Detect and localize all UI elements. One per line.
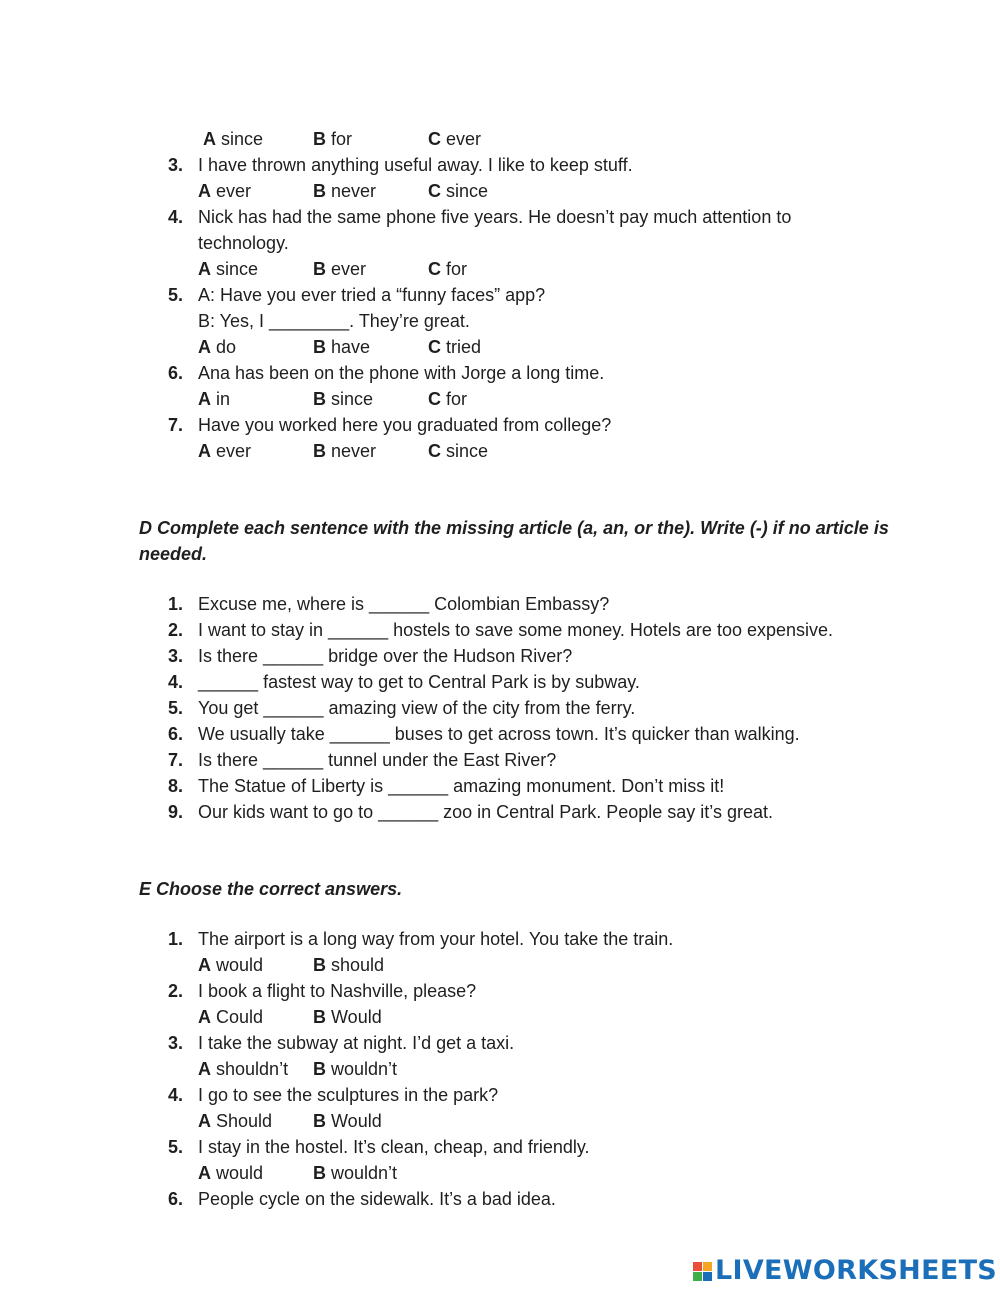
option-a[interactable]: A ever xyxy=(198,441,252,461)
option-c[interactable]: C ever xyxy=(428,129,482,149)
section-e-heading: E Choose the correct answers. xyxy=(139,879,403,899)
item-number: 1. xyxy=(168,929,184,949)
question-text: The airport is a long way from your hotel. You take the train. xyxy=(198,929,674,949)
logo-icon-tile xyxy=(693,1262,702,1271)
item-number: 2. xyxy=(168,981,184,1001)
item-number: 3. xyxy=(168,646,184,666)
question-text: I go to see the sculptures in the park? xyxy=(198,1085,499,1105)
option-a[interactable]: A since xyxy=(198,259,259,279)
item-number: 7. xyxy=(168,750,184,770)
item-number: 4. xyxy=(168,672,184,692)
question-text: I stay in the hostel. It’s clean, cheap, and friendly. xyxy=(198,1137,590,1157)
option-a[interactable]: A in xyxy=(198,389,231,409)
liveworksheets-logo[interactable] xyxy=(693,1256,997,1286)
option-b[interactable]: B never xyxy=(313,441,377,461)
question-text-cont: B: Yes, I ________. They’re great. xyxy=(198,311,470,331)
option-c[interactable]: C for xyxy=(428,259,468,279)
sentence-text: Is there ______ tunnel under the East River? xyxy=(198,750,557,770)
liveworksheets-logo-icon xyxy=(693,1262,712,1281)
option-a[interactable]: A would xyxy=(198,955,264,975)
item-number: 3. xyxy=(168,1033,184,1053)
question-text: A: Have you ever tried a “funny faces” app? xyxy=(198,285,546,305)
item-number: 6. xyxy=(168,1189,184,1209)
item-number: 4. xyxy=(168,1085,184,1105)
option-c[interactable]: C tried xyxy=(428,337,482,357)
sentence-text: I want to stay in ______ hostels to save some money. Hotels are too expensive. xyxy=(198,620,834,640)
option-b[interactable]: B have xyxy=(313,337,371,357)
sentence-text: Excuse me, where is ______ Colombian Embassy? xyxy=(198,594,610,614)
sentence-text: You get ______ amazing view of the city from the ferry. xyxy=(198,698,636,718)
option-c[interactable]: C since xyxy=(428,441,489,461)
sentence-text: ______ fastest way to get to Central Park is by subway. xyxy=(198,672,640,692)
option-a[interactable]: A do xyxy=(198,337,237,357)
logo-icon-tile xyxy=(693,1272,702,1281)
question-text: I have thrown anything useful away. I like to keep stuff. xyxy=(198,155,633,175)
item-number: 8. xyxy=(168,776,184,796)
option-a[interactable]: A would xyxy=(198,1163,264,1183)
option-b[interactable]: B wouldn’t xyxy=(313,1163,398,1183)
option-a[interactable]: A Could xyxy=(198,1007,264,1027)
option-a[interactable]: A Should xyxy=(198,1111,273,1131)
sentence-text: We usually take ______ buses to get across town. It’s quicker than walking. xyxy=(198,724,800,744)
item-number: 5. xyxy=(168,698,184,718)
item-number: 5. xyxy=(168,1137,184,1157)
question-text-cont: technology. xyxy=(198,233,289,253)
sentence-text: The Statue of Liberty is ______ amazing monument. Don’t miss it! xyxy=(198,776,725,796)
option-c[interactable]: C since xyxy=(428,181,489,201)
option-b[interactable]: B ever xyxy=(313,259,367,279)
item-number: 2. xyxy=(168,620,184,640)
option-b[interactable]: B since xyxy=(313,389,374,409)
logo-icon-tile xyxy=(703,1272,712,1281)
item-number: 1. xyxy=(168,594,184,614)
question-text: I book a flight to Nashville, please? xyxy=(198,981,477,1001)
item-number: 9. xyxy=(168,802,184,822)
option-a[interactable]: A ever xyxy=(198,181,252,201)
item-number: 3. xyxy=(168,155,184,175)
option-a[interactable]: A shouldn’t xyxy=(198,1059,289,1079)
question-text: Nick has had the same phone five years. He doesn’t pay much attention to xyxy=(198,207,792,227)
sentence-text: Our kids want to go to ______ zoo in Central Park. People say it’s great. xyxy=(198,802,773,822)
option-b[interactable]: B for xyxy=(313,129,353,149)
option-a[interactable]: A since xyxy=(203,129,264,149)
item-number: 6. xyxy=(168,363,184,383)
question-text: People cycle on the sidewalk. It’s a bad idea. xyxy=(198,1189,556,1209)
item-number: 4. xyxy=(168,207,184,227)
section-d-heading: D Complete each sentence with the missing article (a, an, or the). Write (-) if no article is needed. xyxy=(139,518,889,564)
option-b[interactable]: B should xyxy=(313,955,385,975)
item-number: 6. xyxy=(168,724,184,744)
question-text: I take the subway at night. I’d get a taxi. xyxy=(198,1033,515,1053)
item-number: 7. xyxy=(168,415,184,435)
item-number: 5. xyxy=(168,285,184,305)
logo-icon-tile xyxy=(703,1262,712,1271)
question-text: Ana has been on the phone with Jorge a long time. xyxy=(198,363,605,383)
logo-text: LIVEWORKSHEETS xyxy=(715,1255,998,1286)
question-text: Have you worked here you graduated from college? xyxy=(198,415,612,435)
option-b[interactable]: B wouldn’t xyxy=(313,1059,398,1079)
option-b[interactable]: B Would xyxy=(313,1007,382,1027)
sentence-text: Is there ______ bridge over the Hudson River? xyxy=(198,646,573,666)
option-b[interactable]: B never xyxy=(313,181,377,201)
option-c[interactable]: C for xyxy=(428,389,468,409)
option-b[interactable]: B Would xyxy=(313,1111,382,1131)
